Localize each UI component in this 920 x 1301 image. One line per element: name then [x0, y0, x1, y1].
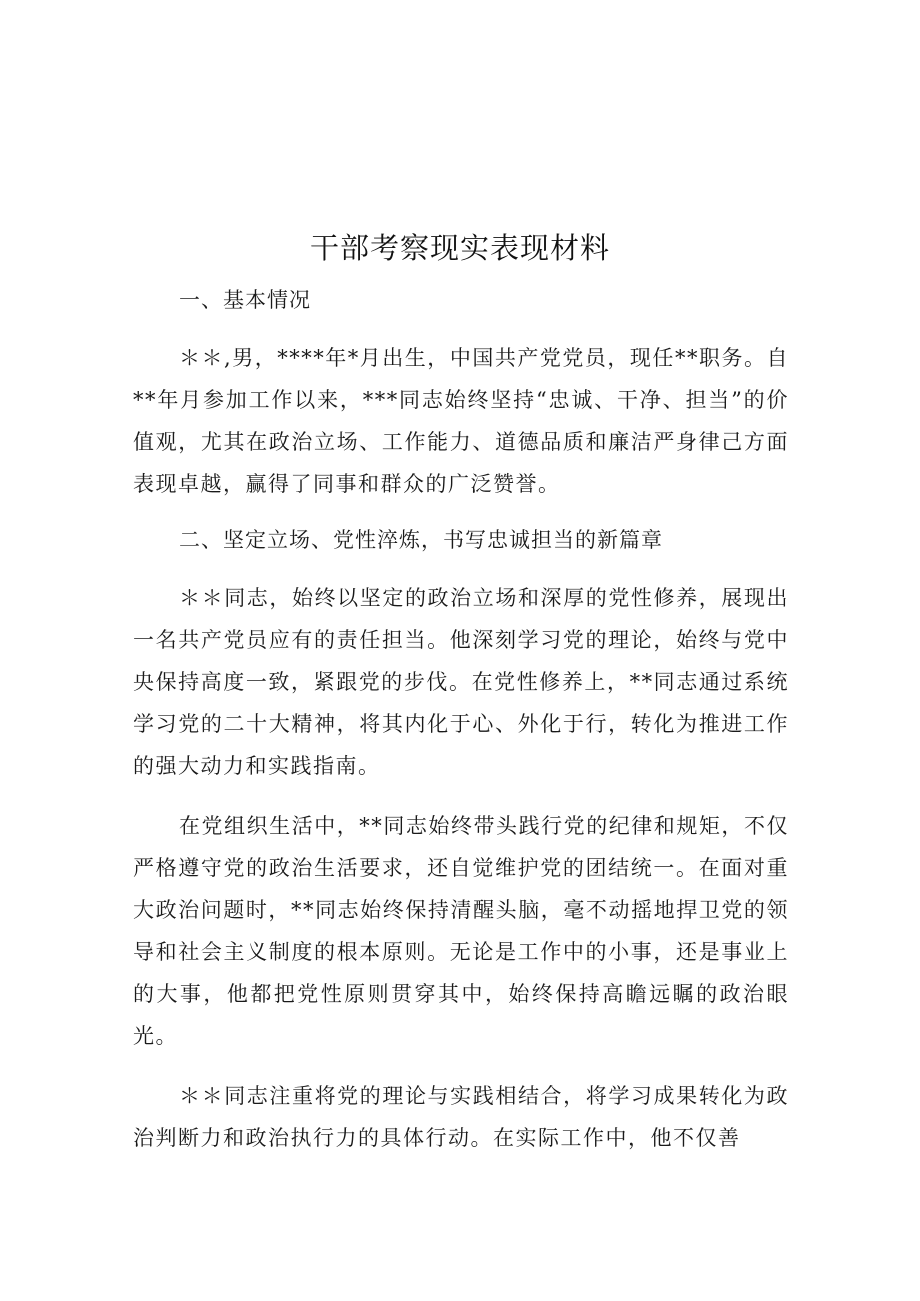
paragraph: ＊＊同志注重将党的理论与实践相结合，将学习成果转化为政治判断力和政治执行力的具体行动。在实际工作中，他不仅善 — [133, 1084, 789, 1150]
section-heading-basic-info: 一、基本情况 — [179, 288, 311, 312]
paragraph: ＊＊同志，始终以坚定的政治立场和深厚的党性修养，展现出一名共产党员应有的责任担当。他深刻学习党的理论，始终与党中央保持高度一致，紧跟党的步伐。在党性修养上，**同志通过系统学习党的二十大精神，将其内化于心、外化于行，转化为推进工作的强大动力和实践指南。 — [133, 586, 789, 778]
section-heading-party-loyalty: 二、坚定立场、党性淬炼，书写忠诚担当的新篇章 — [179, 528, 663, 552]
paragraph: 在党组织生活中，**同志始终带头践行党的纪律和规矩，不仅严格遵守党的政治生活要求，还自觉维护党的团结统一。在面对重大政治问题时，**同志始终保持清醒头脑，毫不动摇地捍卫党的领导和社会主义制度的根本原则。无论是工作中的小事，还是事业上的大事，他都把党性原则贯穿其中，始终保持高瞻远瞩的政治眼光。 — [133, 814, 789, 1048]
document-title: 干部考察现实表现材料 — [309, 231, 610, 265]
document-body — [133, 283, 789, 1177]
paragraph-basic-info: ＊＊,男，****年*月出生，中国共产党党员，现任**职务。自**年月参加工作以来，***同志始终坚持“忠诚、干净、担当”的价值观，尤其在政治立场、工作能力、道德品质和廉洁严身律己方面表现卓越，赢得了同事和群众的广泛赞誉。 — [133, 346, 789, 496]
